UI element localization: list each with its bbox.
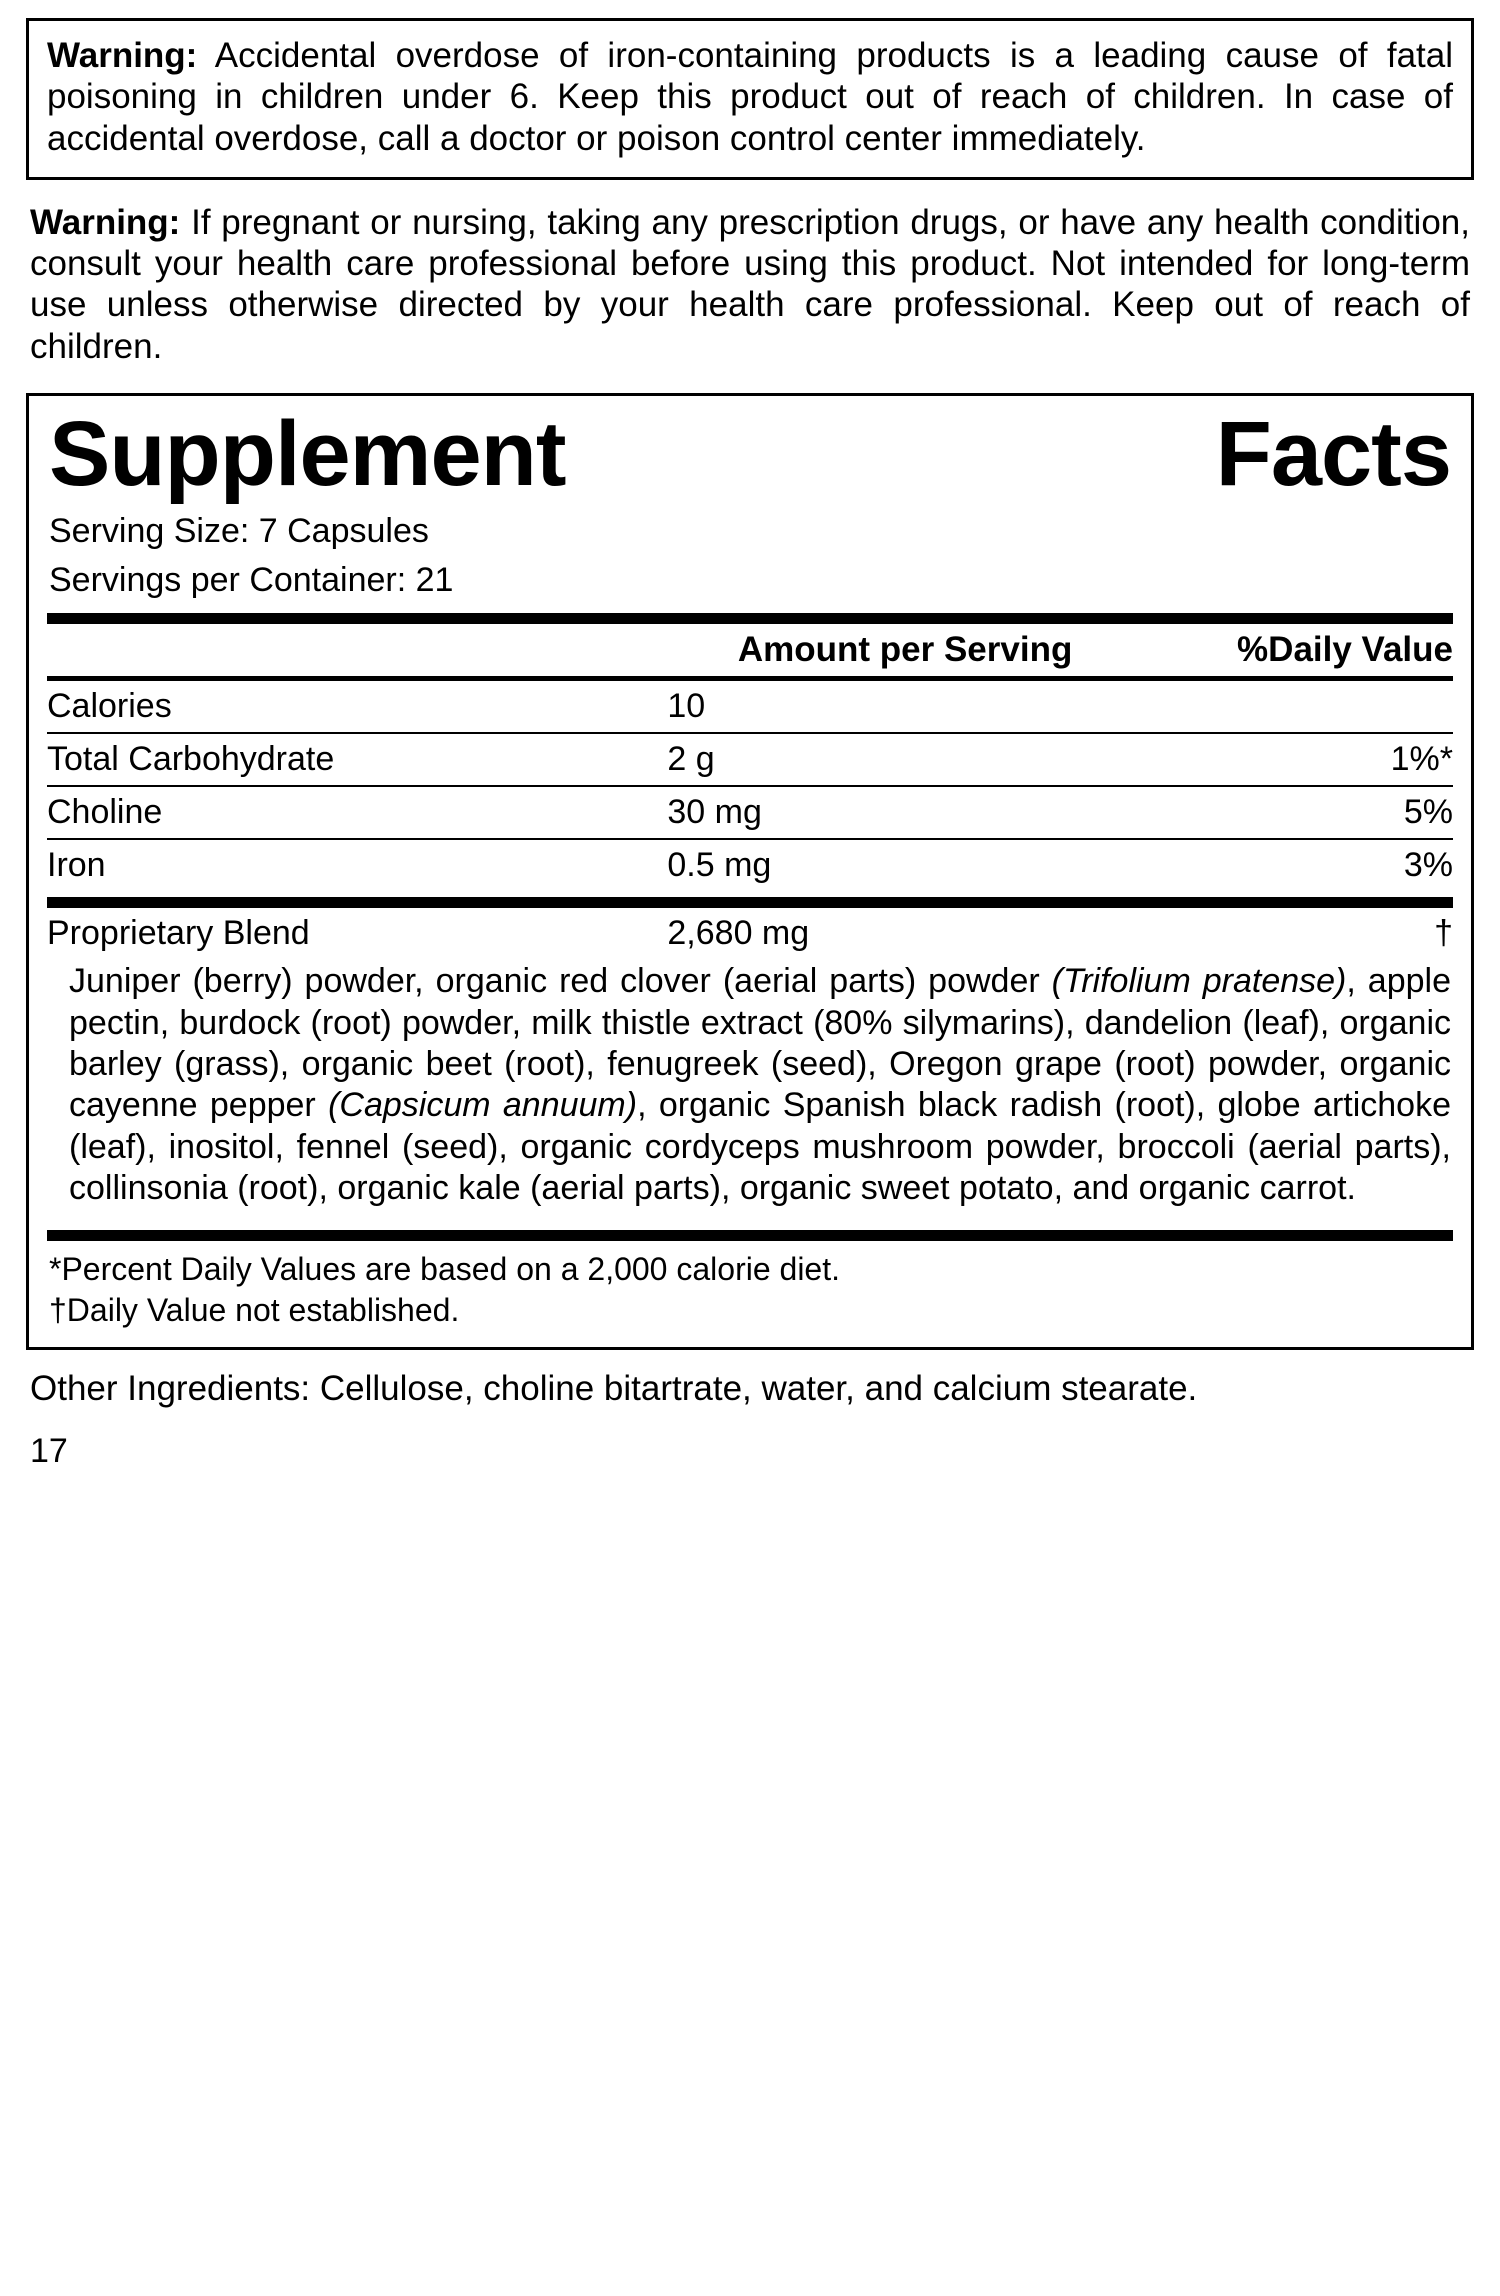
supplement-facts-title [45, 402, 1455, 510]
table-header-row [45, 624, 1455, 676]
blend-desc-part-3: , organic Spanish black radish (root), globe artichoke (leaf), inositol, fennel (seed), organic cordyceps mushroom powder, broccoli (aerial parts), collinsonia (root), organic kale (aerial parts), organic sweet potato, and organic carrot. [69, 1086, 1451, 1208]
table-row [45, 681, 1455, 732]
row-amount: 0.5 mg [667, 846, 772, 885]
blend-name: Proprietary Blend [47, 914, 310, 953]
iron-warning-text [47, 35, 1453, 159]
blend-amount: 2,680 mg [667, 914, 810, 953]
table-row [45, 908, 1455, 959]
divider-thick-top [47, 613, 1453, 624]
general-warning-text [30, 202, 1470, 367]
header-daily-value: %Daily Value [1237, 630, 1453, 670]
nutrition-rows [45, 681, 1455, 732]
table-row [45, 734, 1455, 785]
nutrition-rows [45, 734, 1455, 785]
row-name: Total Carbohydrate [47, 740, 335, 779]
footnote-percent-daily-value: *Percent Daily Values are based on a 2,000 calorie diet. [49, 1250, 840, 1287]
header-amount-per-serving: Amount per Serving [737, 630, 1073, 670]
footnote-dagger: †Daily Value not established. [49, 1291, 460, 1328]
row-amount: 2 g [667, 740, 715, 779]
header-nutrient [45, 624, 665, 676]
row-daily-value [1145, 681, 1455, 732]
blend-desc-italic-2: (Capsicum annuum) [328, 1086, 638, 1125]
supplement-facts-title-right: Facts [1215, 403, 1451, 506]
other-ingredients: Other Ingredients: Cellulose, choline bitartrate, water, and calcium stearate. [30, 1368, 1198, 1408]
blend-desc-part-1: Juniper (berry) powder, organic red clover (aerial parts) powder [69, 962, 1052, 1001]
iron-warning-body: Accidental overdose of iron-containing products is a leading cause of fatal poisoning in children under 6. Keep this product out of reach of children. In case of accidental overdose, call a doctor or poison control center immediately. [47, 36, 1453, 158]
row-name: Choline [47, 793, 163, 832]
row-amount: 10 [667, 687, 706, 726]
row-amount: 30 mg [667, 793, 762, 832]
divider-thick-blend [47, 897, 1453, 908]
iron-warning-box [26, 18, 1474, 180]
row-name: Calories [47, 687, 172, 726]
blend-desc-part-2: , apple pectin, burdock (root) powder, milk thistle extract (80% silymarins), dandelion (leaf), organic barley (grass), organic beet (root), fenugreek (seed), Oregon grape (root) powder, organic cayenne pepper [69, 962, 1451, 1125]
row-name: Iron [47, 846, 106, 885]
iron-warning-label: Warning: [47, 36, 198, 75]
blend-daily-value: † [1434, 914, 1453, 953]
nutrition-rows [45, 840, 1455, 891]
nutrition-rows [45, 787, 1455, 838]
row-daily-value: 5% [1403, 793, 1453, 832]
blend-ingredient-list [45, 959, 1455, 1224]
row-daily-value: 1%* [1390, 740, 1453, 779]
proprietary-blend-row [45, 908, 1455, 959]
divider-thick-footnotes [47, 1230, 1453, 1241]
blend-desc-italic-1: (Trifolium pratense) [1051, 962, 1347, 1001]
footnotes [45, 1241, 1455, 1333]
nutrition-table [45, 624, 1455, 676]
supplement-facts-panel [26, 393, 1474, 1350]
table-row [45, 787, 1455, 838]
general-warning-label: Warning: [30, 202, 181, 242]
general-warning-body: If pregnant or nursing, taking any prescription drugs, or have any health condition, consult your health care professional before using this product. Not intended for long-term use unless otherwise directed by your health care professional. Keep out of reach of children. [30, 202, 1470, 366]
row-daily-value: 3% [1403, 846, 1453, 885]
table-row [45, 840, 1455, 891]
page-number: 17 [30, 1431, 68, 1470]
serving-size: Serving Size: 7 Capsules [49, 512, 429, 551]
servings-per-container: Servings per Container: 21 [49, 560, 454, 599]
supplement-facts-title-left: Supplement [49, 403, 566, 506]
